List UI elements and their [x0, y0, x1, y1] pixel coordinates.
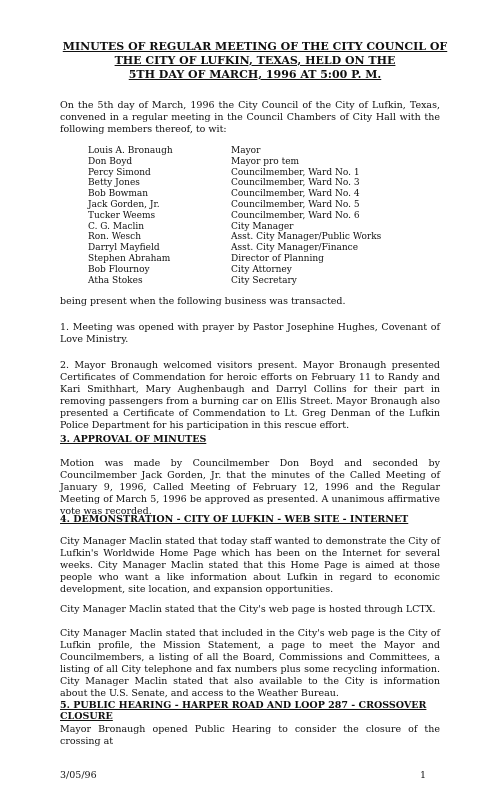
item-4-paragraph-3: City Manager Maclin stated that included in the City's web page is the City of Lufkin profile, the Mission Statement, a page to meet the Mayor and Councilmembers, a listing of all the Board, Commissions and Committees, a listing of all City telephone and fax numbers plus some recycling information. City Manager Maclin stated that also available to the City is information about the U.S. Senate, and access to the Weather Bureau.	[60, 628, 440, 699]
document-title	[60, 40, 450, 82]
member-name: Percy Simond	[88, 167, 151, 178]
intro-paragraph: On the 5th day of March, 1996 the City Council of the City of Lufkin, Texas, convened in a regular meeting in the Council Chambers of City Hall with the following members thereof, to wit:	[60, 100, 440, 135]
item-1-paragraph: 1. Meeting was opened with prayer by Pastor Josephine Hughes, Covenant of Love Ministry.	[60, 322, 440, 345]
member-row	[88, 168, 448, 179]
member-name: C. G. Maclin	[88, 221, 145, 232]
item-5-heading: 5. PUBLIC HEARING - HARPER ROAD AND LOOP 287 - CROSSOVER CLOSURE	[60, 700, 427, 722]
member-row	[88, 222, 448, 233]
item-3-heading: 3. APPROVAL OF MINUTES	[60, 434, 207, 445]
member-title: Mayor	[231, 146, 261, 156]
member-row	[88, 276, 448, 287]
title-line: 5TH DAY OF MARCH, 1996 AT 5:00 P. M.	[128, 68, 382, 81]
member-row	[88, 211, 448, 222]
member-title: City Manager	[231, 221, 294, 232]
member-title: Mayor pro tem	[231, 156, 300, 167]
member-name: Tucker Weems	[88, 210, 156, 221]
present-statement: being present when the following business was transacted.	[60, 296, 346, 307]
member-title: Councilmember, Ward No. 6	[231, 210, 360, 221]
member-name: Atha Stokes	[88, 275, 143, 286]
member-name: Stephen Abraham	[88, 253, 171, 264]
item-3-paragraph: Motion was made by Councilmember Don Boyd and seconded by Councilmember Jack Gorden, Jr. that the minutes of the Called Meeting of January 9, 1996, Called Meeting of February 12, 1996 and the Regular Meeting of March 5, 1996 be approved as presented. A unanimous affirmative vote was recorded.	[60, 458, 440, 517]
member-row	[88, 146, 448, 157]
members-list	[88, 146, 448, 286]
member-title: Councilmember, Ward No. 4	[231, 189, 360, 200]
member-name: Bob Bowman	[88, 189, 149, 200]
member-title: Councilmember, Ward No. 3	[231, 178, 360, 189]
member-name: Jack Gorden, Jr.	[88, 199, 160, 210]
member-row	[88, 189, 448, 200]
member-name: Don Boyd	[88, 156, 133, 167]
member-row	[88, 232, 448, 243]
member-row	[88, 200, 448, 211]
member-name: Ron. Wesch	[88, 232, 142, 243]
member-title: Asst. City Manager/Public Works	[231, 232, 382, 243]
item-4-heading: 4. DEMONSTRATION - CITY OF LUFKIN - WEB SITE - INTERNET	[60, 514, 409, 525]
member-row	[88, 157, 448, 168]
member-name: Betty Jones	[88, 178, 140, 189]
page-number: 1	[420, 770, 427, 781]
item-2-paragraph: 2. Mayor Bronaugh welcomed visitors present. Mayor Bronaugh presented Certificates of Commendation for heroic efforts on February 11 to Randy and Kari Smithhart, Mary Aughenbaugh and Darryl Collins for their part in removing passengers from a burning car on Ellis Street. Mayor Bronaugh also presented a Certificate of Commendation to Lt. Greg Denman of the Lufkin Police Department for his participation in this rescue effort.	[60, 360, 440, 431]
title-line: MINUTES OF REGULAR MEETING OF THE CITY COUNCIL OF	[62, 40, 448, 53]
member-title: Asst. City Manager/Finance	[231, 243, 359, 254]
member-row	[88, 254, 448, 265]
member-title: City Secretary	[231, 275, 297, 286]
item-4-paragraph-1: City Manager Maclin stated that today staff wanted to demonstrate the City of Lufkin's Worldwide Home Page which has been on the Internet for several weeks. City Manager Maclin stated that this Home Page is aimed at those people who want a like information about Lufkin in regard to economic development, site location, and expansion opportunities.	[60, 536, 440, 595]
member-title: City Attorney	[231, 264, 292, 275]
member-row	[88, 178, 448, 189]
member-name: Darryl Mayfield	[88, 243, 160, 254]
member-name: Bob Flournoy	[88, 264, 150, 275]
member-row	[88, 265, 448, 276]
member-title: Councilmember, Ward No. 1	[231, 167, 360, 178]
item-4-paragraph-2: City Manager Maclin stated that the City's web page is hosted through LCTX.	[60, 604, 436, 615]
item-5-paragraph: Mayor Bronaugh opened Public Hearing to consider the closure of the crossing at	[60, 724, 440, 747]
member-row	[88, 243, 448, 254]
member-title: Councilmember, Ward No. 5	[231, 199, 360, 210]
footer-date: 3/05/96	[60, 770, 97, 781]
member-name: Louis A. Bronaugh	[88, 146, 173, 156]
title-line: THE CITY OF LUFKIN, TEXAS, HELD ON THE	[114, 54, 396, 67]
member-title: Director of Planning	[231, 253, 324, 264]
